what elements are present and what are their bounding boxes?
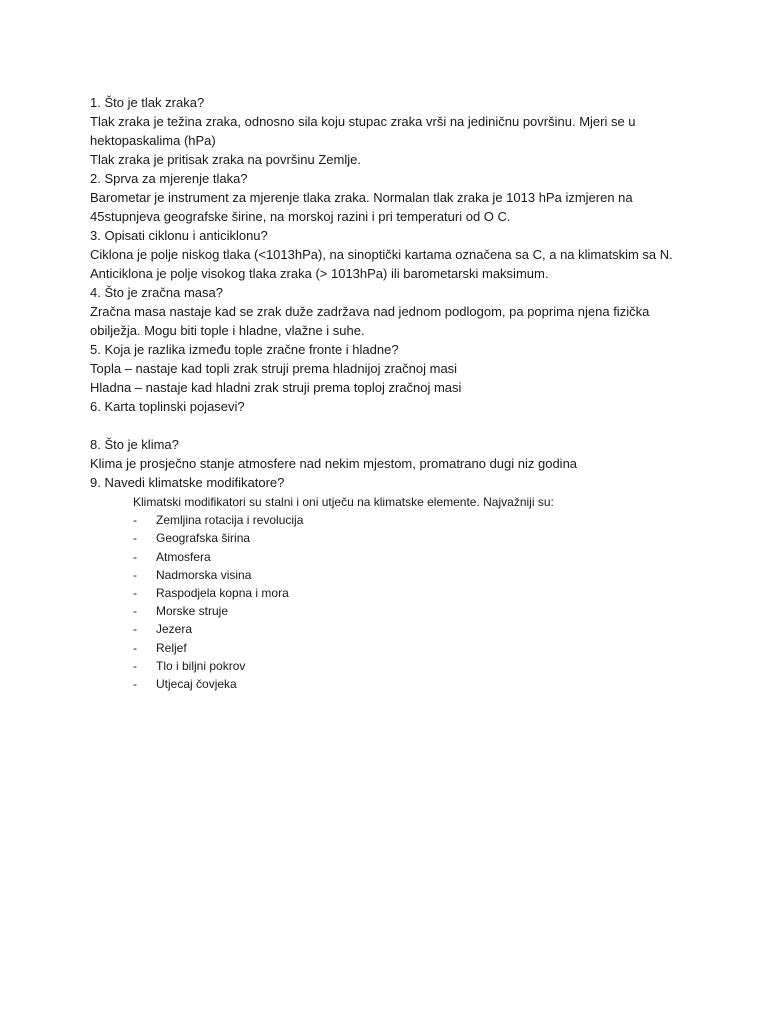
modifiers-intro: Klimatski modifikatori su stalni i oni utječu na klimatske elemente. Najvažniji su: (133, 495, 554, 509)
modifiers-section (133, 493, 690, 693)
question-heading: 1. Što je tlak zraka? (90, 95, 205, 110)
modifier-item (133, 639, 690, 657)
answer-paragraph: Klima je prosječno stanje atmosfere nad nekim mjestom, promatrano dugi niz godina (90, 456, 578, 471)
list-dash: - (133, 622, 137, 637)
modifier-item (133, 657, 690, 675)
list-dash: - (133, 604, 137, 619)
answer-paragraph: Zračna masa nastaje kad se zrak duže zadržava nad jednom podlogom, pa poprima njena fizička obilježja. Mogu biti tople i hladne, vlažne i suhe. (90, 304, 650, 338)
question-heading: 3. Opisati ciklonu i anticiklonu? (90, 228, 268, 243)
modifier-label: Zemljina rotacija i revolucija (156, 513, 304, 528)
modifier-label: Tlo i biljni pokrov (156, 658, 246, 673)
answer-paragraph: Topla – nastaje kad topli zrak struji prema hladnijoj zračnoj masi (90, 361, 458, 376)
modifier-item (133, 620, 690, 638)
document-body (90, 93, 690, 693)
answer-paragraph: Tlak zraka je težina zraka, odnosno sila koju stupac zraka vrši na jediničnu površinu. Mjeri se u hektopaskalima (hPa) (90, 114, 636, 148)
question-heading: 9. Navedi klimatske modifikatore? (90, 475, 285, 490)
answer-paragraph: Ciklona je polje niskog tlaka (<1013hPa), na sinoptički kartama označena sa C, a na klimatskim sa N. (90, 247, 673, 262)
questions-section-2 (90, 435, 690, 492)
modifier-item (133, 675, 690, 693)
modifier-label: Reljef (156, 640, 187, 655)
answer-paragraph: Anticiklona je polje visokog tlaka zraka (> 1013hPa) ili barometarski maksimum. (90, 266, 549, 281)
modifier-label: Jezera (156, 622, 193, 637)
answer-paragraph: Hladna – nastaje kad hladni zrak struji prema toploj zračnoj masi (90, 380, 462, 395)
questions-section-1 (90, 93, 690, 416)
modifier-item (133, 602, 690, 620)
list-dash: - (133, 531, 137, 546)
list-dash: - (133, 549, 137, 564)
answer-paragraph: Barometar je instrument za mjerenje tlaka zraka. Normalan tlak zraka je 1013 hPa izmjeren na 45stupnjeva geografske širine, na morskoj razini i pri temperaturi od O C. (90, 190, 633, 224)
modifier-label: Geografska širina (156, 531, 251, 546)
question-heading: 6. Karta toplinski pojasevi? (90, 399, 245, 414)
question-heading: 5. Koja je razlika između tople zračne fronte i hladne? (90, 342, 399, 357)
modifier-item (133, 584, 690, 602)
modifier-label: Nadmorska visina (156, 567, 252, 582)
question-heading: 8. Što je klima? (90, 437, 179, 452)
list-dash: - (133, 586, 137, 601)
list-dash: - (133, 658, 137, 673)
modifier-item (133, 566, 690, 584)
modifiers-list (133, 511, 690, 693)
list-dash: - (133, 567, 137, 582)
list-dash: - (133, 640, 137, 655)
modifier-item (133, 529, 690, 547)
modifier-label: Atmosfera (156, 549, 211, 564)
list-dash: - (133, 677, 137, 692)
blank-gap (90, 416, 690, 435)
answer-paragraph: Tlak zraka je pritisak zraka na površinu Zemlje. (90, 152, 361, 167)
modifier-item (133, 548, 690, 566)
question-heading: 4. Što je zračna masa? (90, 285, 223, 300)
modifier-label: Utjecaj čovjeka (156, 677, 237, 692)
modifier-item (133, 511, 690, 529)
question-heading: 2. Sprva za mjerenje tlaka? (90, 171, 248, 186)
list-dash: - (133, 513, 137, 528)
modifier-label: Morske struje (156, 604, 229, 619)
modifier-label: Raspodjela kopna i mora (156, 586, 289, 601)
